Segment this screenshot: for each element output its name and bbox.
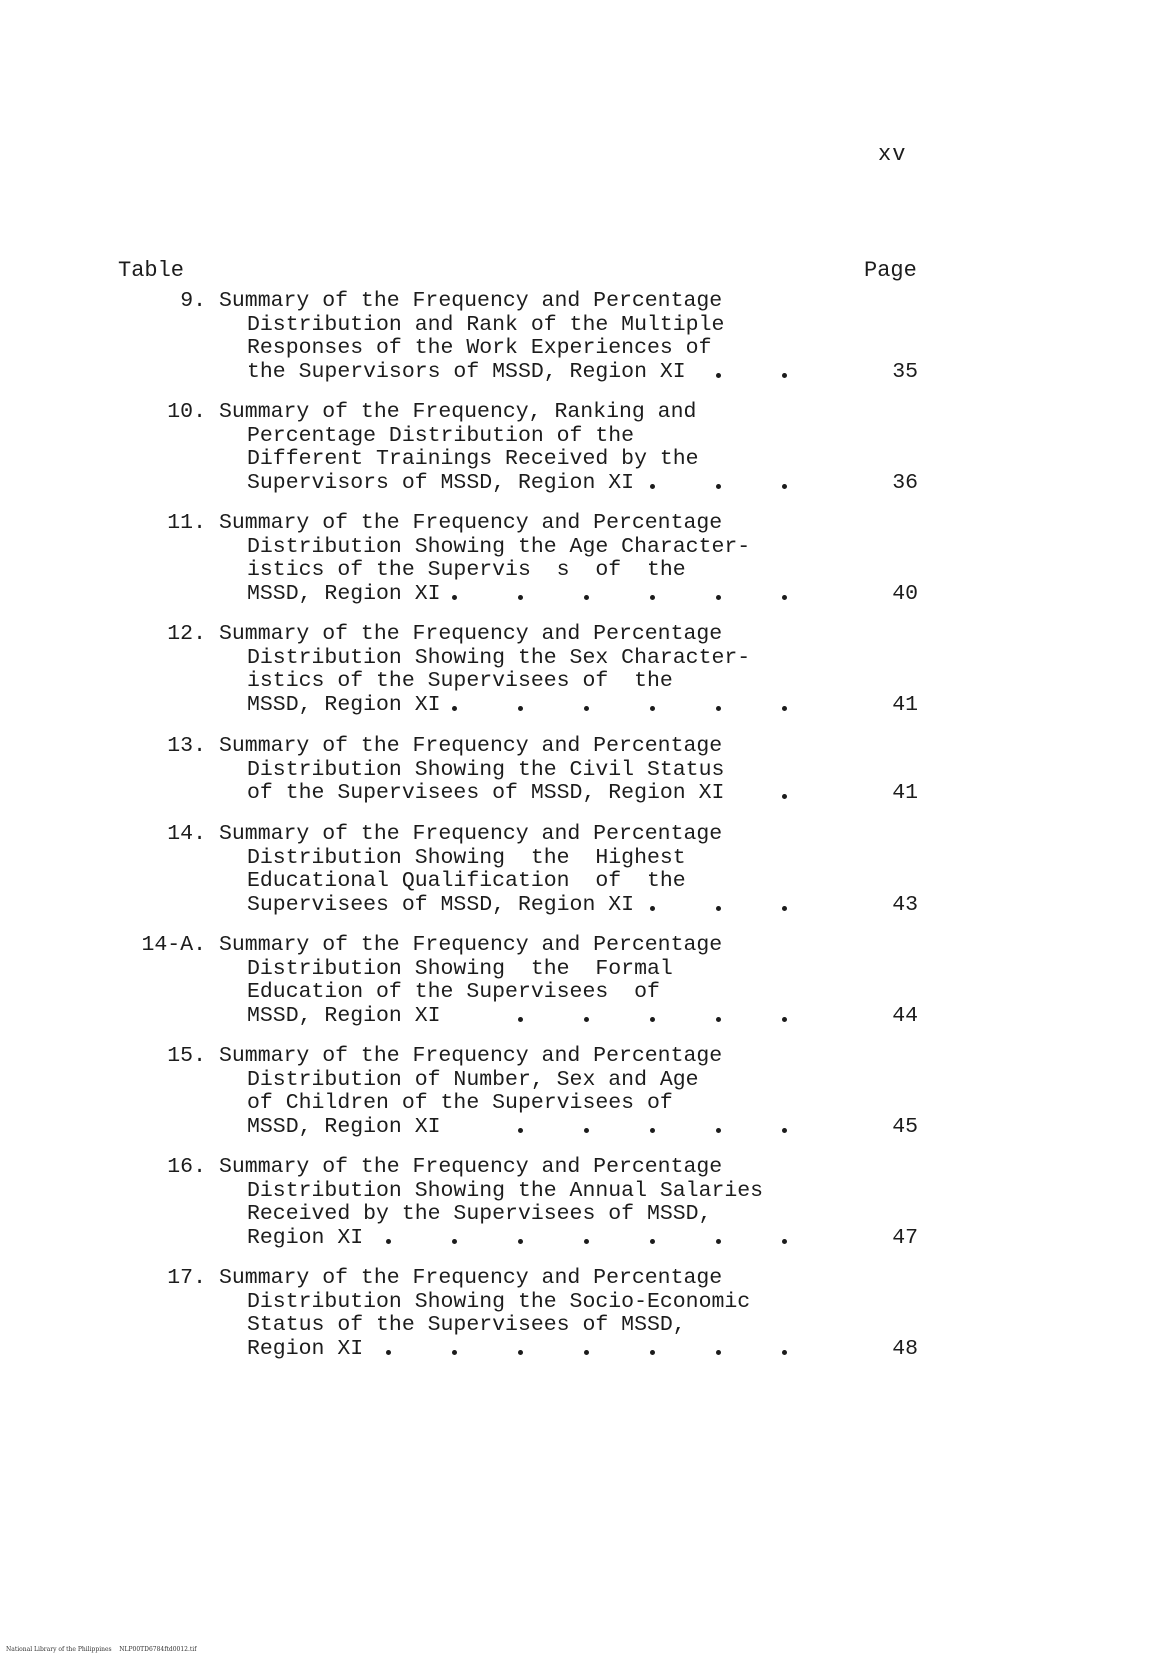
dot-leader — [0, 361, 860, 385]
leader-dot — [518, 1239, 523, 1244]
leader-dot — [716, 1128, 721, 1133]
table-entry-title-line: Distribution Showing the Age Character- — [247, 534, 751, 559]
leader-dot — [716, 484, 721, 489]
table-entry-page: 40 — [892, 581, 918, 606]
leader-dot — [782, 1350, 787, 1355]
table-entry-page: 45 — [892, 1114, 918, 1139]
table-entry-title-line: Supervisees of MSSD, Region XI — [247, 892, 635, 917]
leader-dot — [716, 906, 721, 911]
table-entry-title-line: Summary of the Frequency and Percentage — [219, 622, 723, 646]
leader-dot — [782, 1017, 787, 1022]
dot-leader — [0, 1338, 860, 1362]
dot-leader — [0, 1227, 860, 1251]
table-entry-title-line: the Supervisors of MSSD, Region XI — [247, 359, 686, 384]
dot-leader — [0, 894, 860, 918]
table-entry-number: 14. — [167, 822, 206, 846]
dot-leader — [0, 694, 860, 718]
table-entry-page: 36 — [892, 470, 918, 495]
table-entry-number: 16. — [167, 1155, 206, 1179]
leader-dot — [782, 706, 787, 711]
table-entry-page: 44 — [892, 1003, 918, 1028]
table-entry-number: 15. — [167, 1044, 206, 1068]
table-entry-title-line: Summary of the Frequency and Percentage — [219, 1044, 723, 1068]
table-entry-title-line: Summary of the Frequency and Percentage — [219, 734, 723, 758]
leader-dot — [584, 595, 589, 600]
table-entry-title-line: Summary of the Frequency and Percentage — [219, 289, 723, 313]
table-entry-title-line: Supervisors of MSSD, Region XI — [247, 470, 635, 495]
leader-dot — [518, 1350, 523, 1355]
table-entry-title-line: Region XI — [247, 1225, 364, 1250]
table-entry-title-line: Distribution of Number, Sex and Age — [247, 1067, 699, 1092]
leader-dot — [584, 1350, 589, 1355]
table-entry-title-line: of Children of the Supervisees of — [247, 1091, 673, 1115]
table-entry-page: 35 — [892, 359, 918, 384]
table-entry-number: 12. — [167, 622, 206, 646]
table-entry-title-line: Region XI — [247, 1336, 364, 1361]
leader-dot — [584, 706, 589, 711]
table-entry-title-line: Percentage Distribution of the — [247, 423, 635, 448]
table-entry-title-line: MSSD, Region XI — [247, 1003, 441, 1028]
leader-dot — [782, 1239, 787, 1244]
leader-dot — [386, 1239, 391, 1244]
leader-dot — [716, 1017, 721, 1022]
leader-dot — [452, 1350, 457, 1355]
table-entry-title-line: of the Supervisees of MSSD, Region XI — [247, 781, 725, 805]
leader-dot — [782, 906, 787, 911]
leader-dot — [650, 1350, 655, 1355]
leader-dot — [716, 1239, 721, 1244]
leader-dot — [518, 595, 523, 600]
table-entry-title-line: istics of the Supervisees of the — [247, 669, 673, 693]
leader-dot — [650, 484, 655, 489]
dot-leader — [0, 1005, 860, 1029]
table-entry-title-line: MSSD, Region XI — [247, 581, 441, 606]
table-entry-title-line: Distribution Showing the Civil Status — [247, 757, 725, 782]
leader-dot — [716, 373, 721, 378]
dot-leader — [0, 1116, 860, 1140]
leader-dot — [584, 1128, 589, 1133]
leader-dot — [452, 1239, 457, 1244]
table-entry-page: 47 — [892, 1225, 918, 1250]
leader-dot — [518, 1017, 523, 1022]
table-entry-number: 17. — [167, 1266, 206, 1290]
table-entry-title-line: Education of the Supervisees of — [247, 980, 660, 1004]
leader-dot — [650, 1128, 655, 1133]
table-entry-number: 9. — [180, 289, 206, 313]
table-entry-title-line: Different Trainings Received by the — [247, 447, 699, 471]
leader-dot — [650, 906, 655, 911]
leader-dot — [782, 373, 787, 378]
table-entry-page: 43 — [892, 892, 918, 917]
leader-dot — [782, 1128, 787, 1133]
table-column-header: Table — [118, 258, 185, 283]
scan-footer: National Library of the Philippines NLP00TD6784ftd0012.tif — [6, 1646, 197, 1653]
table-entry-title-line: Summary of the Frequency and Percentage — [219, 1266, 723, 1290]
leader-dot — [716, 1350, 721, 1355]
table-entry-title-line: Responses of the Work Experiences of — [247, 336, 712, 360]
table-entry-title-line: Summary of the Frequency and Percentage — [219, 1155, 723, 1179]
leader-dot — [518, 706, 523, 711]
dot-leader — [0, 472, 860, 496]
table-entry-number: 14-A. — [141, 933, 206, 957]
leader-dot — [650, 1017, 655, 1022]
leader-dot — [386, 1350, 391, 1355]
leader-dot — [716, 706, 721, 711]
page-column-header: Page — [864, 258, 917, 283]
leader-dot — [584, 1017, 589, 1022]
table-entry-title-line: Distribution Showing the Socio-Economic — [247, 1289, 751, 1314]
table-entry-page: 48 — [892, 1336, 918, 1361]
table-entry-page: 41 — [892, 781, 918, 805]
table-entry-number: 11. — [167, 511, 206, 535]
leader-dot — [650, 706, 655, 711]
table-entry-title-line: Distribution and Rank of the Multiple — [247, 312, 725, 337]
dot-leader — [0, 782, 860, 806]
page-number: xv — [878, 142, 907, 167]
table-entry-title-line: istics of the Supervis s of the — [247, 558, 686, 582]
table-entry-title-line: Educational Qualification of the — [247, 869, 686, 893]
leader-dot — [650, 1239, 655, 1244]
table-entry-title-line: Summary of the Frequency and Percentage — [219, 933, 723, 957]
leader-dot — [452, 595, 457, 600]
table-entry-title-line: MSSD, Region XI — [247, 1114, 441, 1139]
table-entry-title-line: Received by the Supervisees of MSSD, — [247, 1202, 712, 1226]
leader-dot — [782, 595, 787, 600]
table-entry-title-line: Distribution Showing the Formal — [247, 956, 673, 981]
table-entry-title-line: Summary of the Frequency, Ranking and — [219, 400, 697, 424]
table-entry-title-line: Summary of the Frequency and Percentage — [219, 822, 723, 846]
table-entry-title-line: MSSD, Region XI — [247, 692, 441, 717]
leader-dot — [518, 1128, 523, 1133]
table-entry-title-line: Status of the Supervisees of MSSD, — [247, 1313, 686, 1337]
leader-dot — [716, 595, 721, 600]
table-entry-title-line: Distribution Showing the Annual Salaries — [247, 1178, 764, 1203]
table-entry-title-line: Distribution Showing the Highest — [247, 845, 686, 870]
dot-leader — [0, 583, 860, 607]
leader-dot — [452, 706, 457, 711]
leader-dot — [782, 794, 787, 799]
table-entry-title-line: Distribution Showing the Sex Character- — [247, 645, 751, 670]
table-entry-title-line: Summary of the Frequency and Percentage — [219, 511, 723, 535]
leader-dot — [584, 1239, 589, 1244]
table-entry-number: 13. — [167, 734, 206, 758]
table-entry-number: 10. — [167, 400, 206, 424]
table-entry-page: 41 — [892, 692, 918, 717]
leader-dot — [782, 484, 787, 489]
leader-dot — [650, 595, 655, 600]
